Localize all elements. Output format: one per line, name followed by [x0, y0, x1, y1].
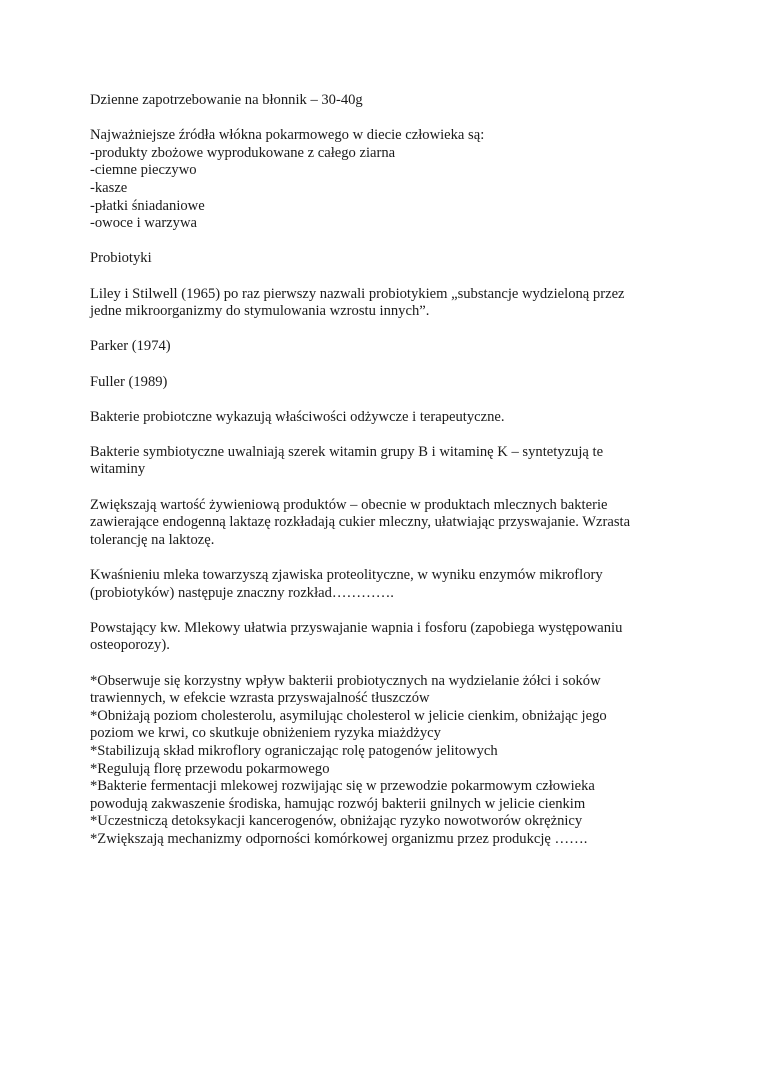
effects-line: *Obserwuje się korzystny wpływ bakterii probiotycznych na wydzielanie żółci i soków	[90, 672, 601, 689]
probiotic-effects-list	[90, 673, 680, 849]
fiber-source-item: -produkty zbożowe wyprodukowane z całego ziarna	[90, 144, 396, 161]
lactic-acid-paragraph	[90, 620, 680, 655]
parker-reference: Parker (1974)	[90, 338, 171, 355]
fiber-source-item: -płatki śniadaniowe	[90, 197, 205, 214]
paragraph-line: Liley i Stilwell (1965) po raz pierwszy nazwali probiotykiem „substancje wydzieloną przez	[90, 285, 625, 302]
bacteria-properties-paragraph: Bakterie probiotczne wykazują właściwości odżywcze i terapeutyczne.	[90, 408, 505, 425]
paragraph-line: jedne mikroorganizmy do stymulowania wzrostu innych”.	[90, 303, 430, 320]
paragraph-line: tolerancję na laktozę.	[90, 531, 215, 548]
fiber-sources-intro: Najważniejsze źródła włókna pokarmowego w diecie człowieka są:	[90, 127, 485, 144]
effects-line: *Stabilizują skład mikroflory ograniczając rolę patogenów jelitowych	[90, 742, 498, 759]
effects-line: poziom we krwi, co skutkuje obniżeniem ryzyka miażdżycy	[90, 725, 441, 742]
effects-line: *Regulują florę przewodu pokarmowego	[90, 760, 330, 777]
paragraph-line: Powstający kw. Mlekowy ułatwia przyswajanie wapnia i fosforu (zapobiega występowaniu	[90, 619, 623, 636]
fiber-requirement-heading: Dzienne zapotrzebowanie na błonnik – 30-40g	[90, 92, 363, 108]
paragraph-line: Bakterie symbiotyczne uwalniają szerek witamin grupy B i witaminę K – syntetyzują te	[90, 443, 604, 460]
probiotics-heading: Probiotyki	[90, 250, 152, 267]
fiber-sources-block	[90, 127, 680, 233]
effects-line: powodują zakwaszenie środiska, hamując rozwój bakterii gnilnych w jelicie cienkim	[90, 795, 586, 812]
fuller-reference: Fuller (1989)	[90, 373, 168, 390]
paragraph-line: Zwiększają wartość żywieniową produktów – obecnie w produktach mlecznych bakterie	[90, 496, 608, 513]
milk-souring-paragraph	[90, 567, 680, 602]
paragraph-line: (probiotyków) następuje znaczny rozkład………….	[90, 584, 394, 601]
paragraph-line: zawierające endogenną laktazę rozkładają cukier mleczny, ułatwiając przyswajanie. Wzrasta	[90, 514, 631, 531]
effects-line: *Bakterie fermentacji mlekowej rozwijając się w przewodzie pokarmowym człowieka	[90, 778, 595, 795]
fiber-source-item: -owoce i warzywa	[90, 215, 197, 232]
paragraph-line: Kwaśnieniu mleka towarzyszą zjawiska proteolityczne, w wyniku enzymów mikroflory	[90, 567, 603, 584]
effects-line: *Uczestniczą detoksykacji kancerogenów, obniżając ryzyko nowotworów okrężnicy	[90, 813, 583, 830]
effects-line: *Obniżają poziom cholesterolu, asymilując cholesterol w jelicie cienkim, obniżając jego	[90, 707, 607, 724]
fiber-source-item: -kasze	[90, 179, 128, 196]
fiber-source-item: -ciemne pieczywo	[90, 162, 197, 179]
liley-stilwell-paragraph	[90, 286, 680, 321]
effects-line: trawiennych, w efekcie wzrasta przyswajalność tłuszczów	[90, 690, 430, 707]
symbiotic-bacteria-paragraph	[90, 444, 680, 479]
paragraph-line: witaminy	[90, 461, 146, 478]
document-body	[90, 92, 680, 866]
paragraph-line: osteoporozy).	[90, 637, 170, 654]
nutritional-value-paragraph	[90, 497, 680, 550]
effects-line: *Zwiększają mechanizmy odporności komórkowej organizmu przez produkcję …….	[90, 830, 588, 847]
